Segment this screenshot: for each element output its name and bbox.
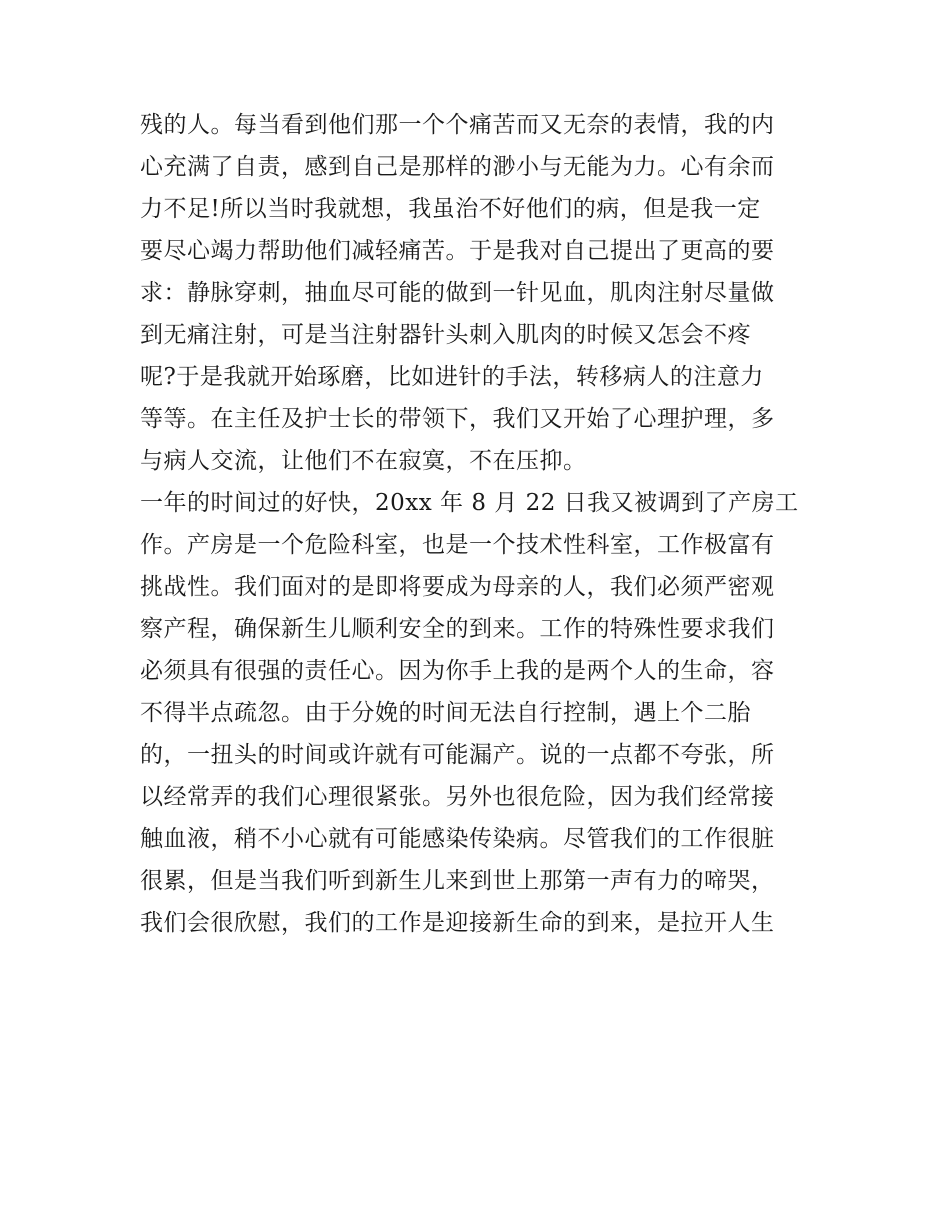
text-line: 必须具有很强的责任心。因为你手上我的是两个人的生命，容 <box>140 658 775 684</box>
body-text <box>140 104 820 944</box>
text-line: 我们会很欣慰，我们的工作是迎接新生命的到来，是拉开人生 <box>140 910 775 936</box>
text-line: 求：静脉穿刺，抽血尽可能的做到一针见血，肌肉注射尽量做 <box>140 280 775 306</box>
text-line: 要尽心竭力帮助他们减轻痛苦。于是我对自己提出了更高的要 <box>140 238 775 264</box>
text-line: 作。产房是一个危险科室，也是一个技术性科室，工作极富有 <box>140 532 775 558</box>
text-line: 很累，但是当我们听到新生儿来到世上那第一声有力的啼哭， <box>140 868 775 894</box>
text-line: 心充满了自责，感到自己是那样的渺小与无能为力。心有余而 <box>140 154 775 180</box>
text-line: 与病人交流，让他们不在寂寞，不在压抑。 <box>140 448 587 474</box>
text-line: 挑战性。我们面对的是即将要成为母亲的人，我们必须严密观 <box>140 574 775 600</box>
text-line: 力不足!所以当时我就想，我虽治不好他们的病，但是我一定 <box>140 196 761 222</box>
text-line: 不得半点疏忽。由于分娩的时间无法自行控制，遇上个二胎 <box>140 700 751 726</box>
text-line: 呢?于是我就开始琢磨，比如进针的手法，转移病人的注意力 <box>140 364 764 390</box>
text-line: 残的人。每当看到他们那一个个痛苦而又无奈的表情，我的内 <box>140 112 775 138</box>
text-line: 到无痛注射，可是当注射器针头刺入肌肉的时候又怎会不疼 <box>140 322 751 348</box>
text-line: 一年的时间过的好快，20xx 年 8 月 22 日我又被调到了产房工 <box>140 490 799 516</box>
text-line: 等等。在主任及护士长的带领下，我们又开始了心理护理，多 <box>140 406 775 432</box>
text-line: 察产程，确保新生儿顺利安全的到来。工作的特殊性要求我们 <box>140 616 775 642</box>
text-line: 以经常弄的我们心理很紧张。另外也很危险，因为我们经常接 <box>140 784 775 810</box>
text-line: 的，一扭头的时间或许就有可能漏产。说的一点都不夸张，所 <box>140 742 775 768</box>
text-line: 触血液，稍不小心就有可能感染传染病。尽管我们的工作很脏 <box>140 826 775 852</box>
